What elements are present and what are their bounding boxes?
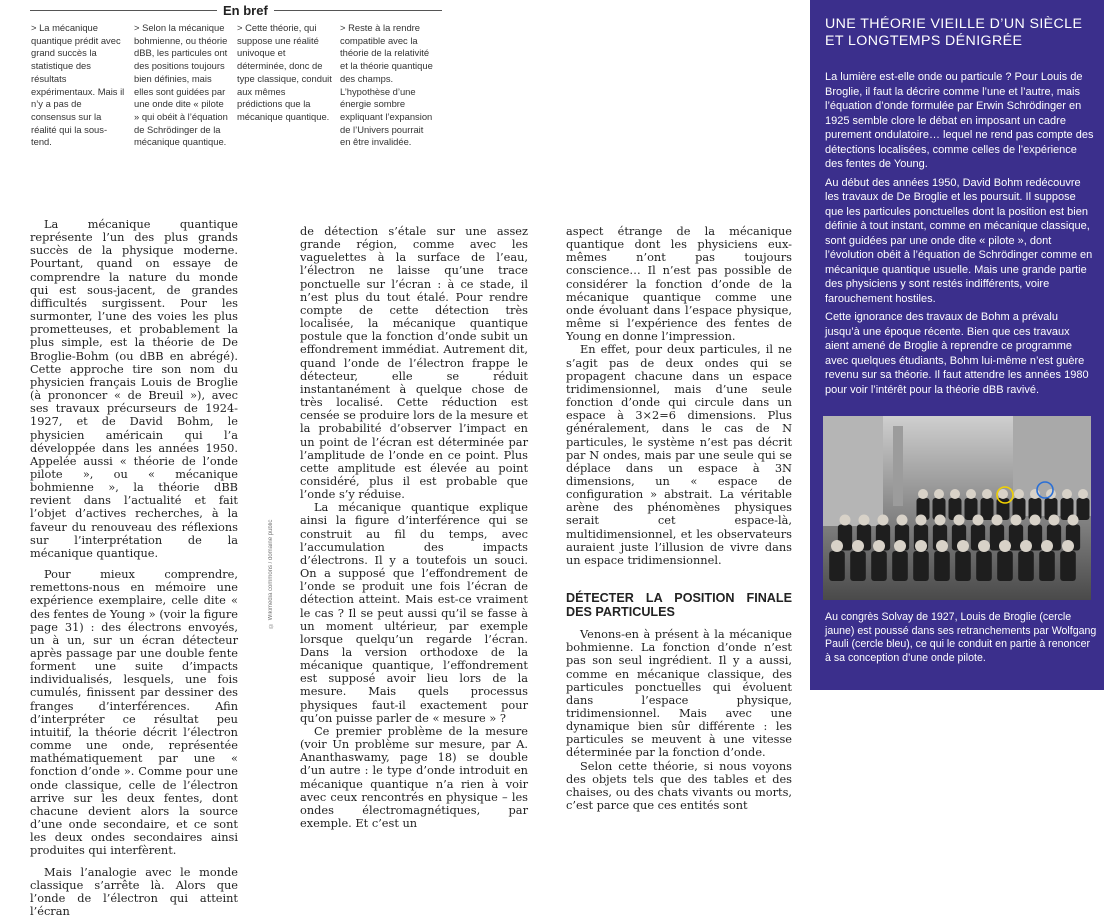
brief-title: En bref xyxy=(217,3,274,18)
person-head xyxy=(1062,489,1072,499)
brief-item-3: > Cette théorie, qui suppose une réalité univoque et déterminée, donc de type classique, conduit aux mêmes prédictions que la mécanique quantique. xyxy=(237,22,333,124)
sidebar-paragraph: Au début des années 1950, David Bohm redécouvre les travaux de De Broglie et les poursuit. Il suppose que les particules ponctuelles dont la position est bien définie à tout instant, comme en mécanique classique, sont guidées par une onde dite « pilote », dont l’évolution obéit à l’équation de Schrödinger comme en mécanique quantique usuelle. Mais une grande partie des physiciens y sont restés indifférents, voire farouchement hostiles. xyxy=(825,176,1095,307)
person-silhouette xyxy=(981,498,994,520)
paragraph: aspect étrange de la mécanique quantique dont les physiciens eux-mêmes n’ont pas toujours conscience… Il n’est pas possible de considérer la fonction d’onde de la mécanique quantique comme une onde évoluant dans l’espace physique, même si l’expérience des fentes de Young en donne l’impression. xyxy=(566,225,792,343)
paragraph: En effet, pour deux particules, il ne s’agit pas de deux ondes qui se propagent chacune dans un espace tridimensionnel, mais d’une seule fonction d’onde qui circule dans un espace à 3×2=6 dimensions. Plus généralement, dans le cas de N particules, le système n’est pas décrit par N ondes, mais par une seule qui se déplace dans un espace à 3N dimensions, un « espace de configuration » abstrait. La véritable arène des phénomènes physiques serait cet espace-là, multidimensionnel, et les observateurs auraient juste l’illusion de vivre dans un espace tridimensionnel. xyxy=(566,343,792,567)
person-silhouette xyxy=(976,551,992,581)
person-head xyxy=(935,515,946,526)
paragraph: Ce premier problème de la mesure (voir Un problème sur mesure, par A. Ananthaswamy, page 18) se double d’un autre : le type d’onde introduit en mécanique quantique n’a rien à voir avec ceux rencontrés en physique – les ondes électromagnétiques, par exemple. Et c’est un xyxy=(300,725,528,830)
person-silhouette xyxy=(913,551,929,581)
person-silhouette xyxy=(1060,551,1076,581)
paragraph: La mécanique quantique représente l’un des plus grands succès de la physique moderne. Pourtant, quand on essaye de comprendre la nature du monde qui est sous-jacent, de grandes difficultés surgissent. Pour les surmonter, l’une des voies les plus prometteuses, et probablement la plus simple, est la théorie de De Broglie-Bohm (ou dBB en abrégé). Cette approche tire son nom du physicien français Louis de Broglie (à prononcer « de Breuil »), avec ses travaux précurseurs de 1924-1927, et de David Bohm, le physicien américain qui l’a développée dans les années 1950. Appelée aussi « théorie de l’onde pilote », ou « mécanique bohmienne », la théorie dBB revient dans l’actualité et fait l’objet d’actives recherches, à la faveur du renouveau des réflexions sur l’interprétation de la mécanique quantique. xyxy=(30,218,238,560)
person-head xyxy=(954,515,965,526)
sidebar-paragraph: Cette ignorance des travaux de Bohm a prévalu jusqu’à une époque récente. Bien que ces travaux aient amené de Broglie à reprendre ce programme avec quelques étudiants, Bohm lui-même n’est guère revenu sur sa théorie. Il faut attendre les années 1980 pour voir l’intérêt pour la théorie dBB ravivé. xyxy=(825,310,1095,397)
sidebar-title: UNE THÉORIE VIEILLE D’UN SIÈCLE ET LONGTEMPS DÉNIGRÉE xyxy=(825,16,1095,50)
person-head xyxy=(873,540,885,552)
person-head xyxy=(894,540,906,552)
person-silhouette xyxy=(955,551,971,581)
person-silhouette xyxy=(934,551,950,581)
person-silhouette xyxy=(850,551,866,581)
paragraph: Mais l’analogie avec le monde classique s’arrête là. Alors que l’onde de l’électron qui atteint l’écran xyxy=(30,866,238,918)
person-head xyxy=(950,489,960,499)
person-silhouette xyxy=(1039,551,1055,581)
article-column-1 xyxy=(30,218,238,918)
person-head xyxy=(859,515,870,526)
paragraph: de détection s’étale sur une assez grande région, comme avec les vaguelettes à la surface de l’eau, l’électron ne laisse qu’une trace ponctuelle sur l’écran : à ce stade, il n’est plus du tout étalé. Pour rendre compte de cette détection très localisée, la mécanique quantique postule que la fonction d’onde subit un effondrement immédiat. Autrement dit, quand l’onde de l’électron frappe le détecteur, elle se réduit instantanément à quelque chose de très localisé. Cette réduction est censée se produire lors de la mesure et la probabilité d’observer l’impact en un point de l’écran est déterminée par l’amplitude de l’onde en ce point. Plus cette amplitude est élevée au point considéré, plus il est probable que l’onde s’y réduise. xyxy=(300,225,528,501)
person-head xyxy=(998,489,1008,499)
person-head xyxy=(957,540,969,552)
paragraph: Pour mieux comprendre, remettons-nous en mémoire une expérience exemplaire, celle dite « des fentes de Young » (voir la figure page 31) : des électrons envoyés, un à un, sur un écran détecteur après passage par une double fente forment une suite d’impacts individualisés, lesquels, une fois cumulés, finissent par dessiner des franges d’interférences. Afin d’interpréter ce résultat peu intuitif, la théorie décrit l’électron comme une onde, représentée mathématiquement par une « fonction d’onde ». Comme pour une onde classique, celle de l’électron arrive sur les deux fentes, dont chacune devient alors la source d’une onde secondaire, et ce sont les deux ondes secondaires ainsi produites qui interfèrent. xyxy=(30,568,238,857)
person-silhouette xyxy=(829,551,845,581)
person-head xyxy=(918,489,928,499)
person-silhouette xyxy=(997,551,1013,581)
person-head xyxy=(1062,540,1074,552)
person-head xyxy=(999,540,1011,552)
person-head xyxy=(978,540,990,552)
section-heading: DÉTECTER LA POSITION FINALE DES PARTICULES xyxy=(566,591,792,619)
person-head xyxy=(982,489,992,499)
sidebar-paragraph: La lumière est-elle onde ou particule ? Pour Louis de Broglie, il faut la décrire comme l’une et l’autre, mais l’équation d’onde formulée par Erwin Schrödinger en 1925 semble clore le débat en imposant un cadre purement ondulatoire… lequel ne rend pas compte des détections localisées, comme celles de l’expérience des fentes de Young. xyxy=(825,70,1095,172)
article-column-2 xyxy=(300,225,528,830)
person-head xyxy=(878,515,889,526)
person-head xyxy=(915,540,927,552)
group-photo-illustration xyxy=(823,416,1091,600)
solvay-photo xyxy=(823,416,1091,600)
paragraph: Venons-en à présent à la mécanique bohmienne. La fonction d’onde n’est pas son seul ingrédient. Il y a aussi, comme en mécanique classique, des particules ponctuelles qui évoluent dans l’espace physique, tridimensionnel. Mais avec une dynamique bien sûr différente : les particules se meuvent à une vitesse déterminée par la fonction d’onde. xyxy=(566,628,792,760)
person-head xyxy=(1014,489,1024,499)
person-silhouette xyxy=(1077,498,1090,520)
person-head xyxy=(966,489,976,499)
person-head xyxy=(936,540,948,552)
brief-item-1: > La mécanique quantique prédit avec grand succès la statistique des résultats expérimentaux. Mais il n’y a pas de consensus sur la réalité qui la sous-tend. xyxy=(31,22,127,149)
person-head xyxy=(1011,515,1022,526)
person-head xyxy=(992,515,1003,526)
person-head xyxy=(1030,515,1041,526)
sidebar-text xyxy=(825,70,1095,401)
person-silhouette xyxy=(892,551,908,581)
person-head xyxy=(1049,515,1060,526)
person-head xyxy=(1020,540,1032,552)
person-head xyxy=(840,515,851,526)
paragraph: La mécanique quantique explique ainsi la figure d’interférence qui se construit au fil du temps, avec l’accumulation des impacts d’électrons. Il y a toutefois un souci. On a supposé que l’effondrement de l’onde se produit une fois l’écran de détection atteint. Mais est-ce vraiment le cas ? Il se peut aussi qu’il se fasse à un moment ultérieur, par exemple lorsque quelqu’un regarde l’écran. Dans la version orthodoxe de la mécanique quantique, l’effondrement est supposé avoir lieu lors de la mesure. Mais quels processus physiques faut-il exactement pour qu’on puisse parler de « mesure » ? xyxy=(300,501,528,725)
person-head xyxy=(831,540,843,552)
person-silhouette xyxy=(871,551,887,581)
paragraph: Selon cette théorie, si nous voyons des objets tels que des tables et des chaises, ou des chats vivants ou morts, c’est parce que ces entités sont xyxy=(566,760,792,813)
photo-caption: Au congrès Solvay de 1927, Louis de Broglie (cercle jaune) est poussé dans ses retranchements par Wolfgang Pauli (cercle bleu), ce qui le conduit en partie à renoncer à sa conception d’une onde pilote. xyxy=(825,611,1097,665)
person-head xyxy=(1078,489,1088,499)
brief-item-2: > Selon la mécanique bohmienne, ou théorie dBB, les particules ont des positions toujours bien définies, mais elles sont guidées par une onde dite « pilote » qui obéit à l’équation de Schrödinger de la mécanique quantique. xyxy=(134,22,230,149)
person-head xyxy=(1068,515,1079,526)
person-head xyxy=(973,515,984,526)
person-head xyxy=(916,515,927,526)
brief-item-4: > Reste à la rendre compatible avec la théorie de la relativité et la théorie quantique des champs. L’hypothèse d’une énergie sombre expliquant l’expansion de l’Univers pourrait en être invalidée. xyxy=(340,22,436,149)
person-head xyxy=(897,515,908,526)
person-head xyxy=(934,489,944,499)
person-silhouette xyxy=(1018,551,1034,581)
article-column-3 xyxy=(566,225,792,812)
person-head xyxy=(852,540,864,552)
person-head xyxy=(1041,540,1053,552)
photo-credit: © Wikimedia commons / domaine public xyxy=(268,518,280,628)
